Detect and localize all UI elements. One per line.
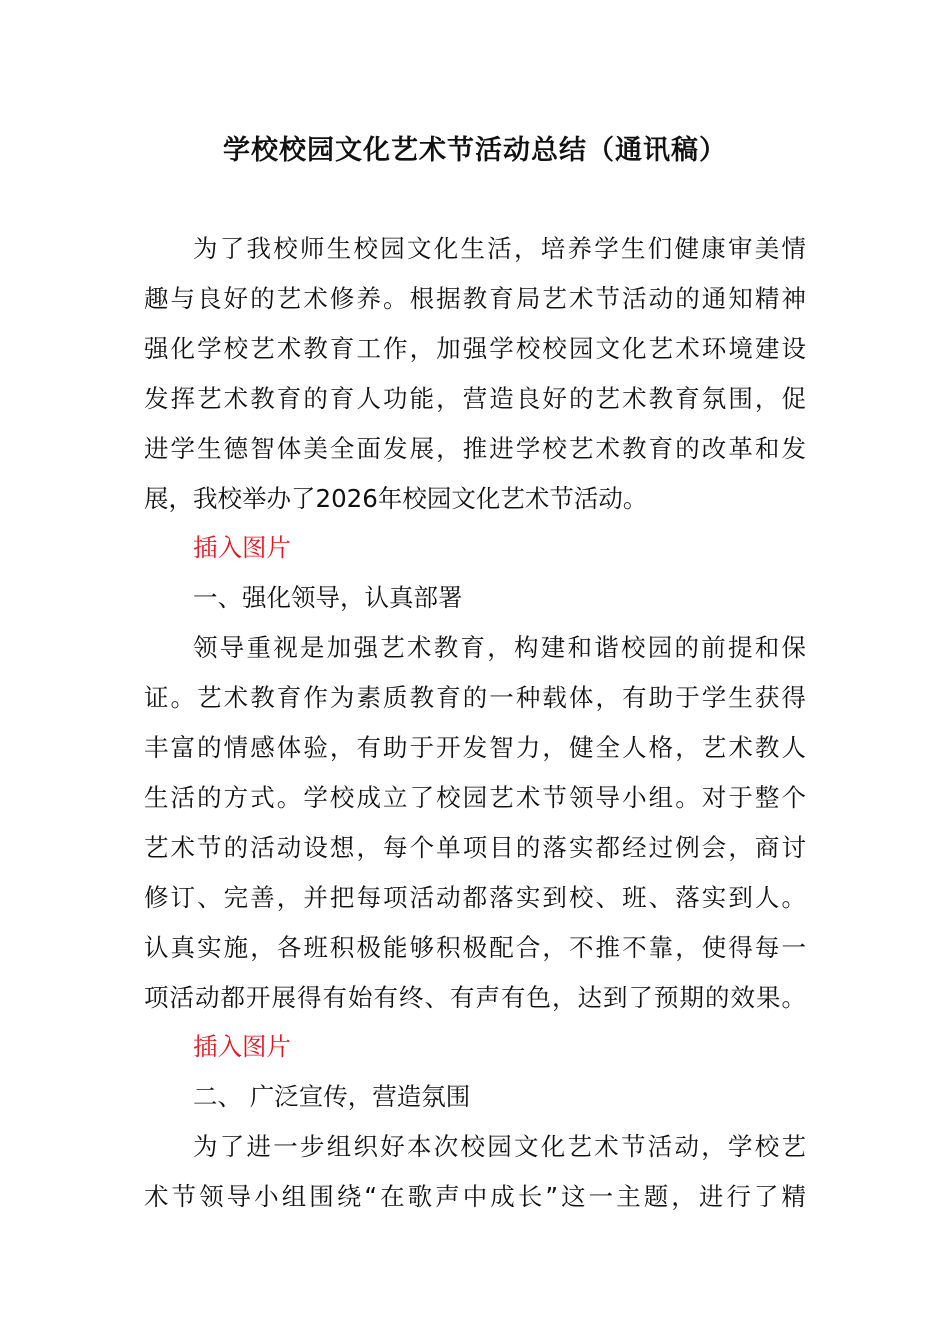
section-heading: 二、 广泛宣传，营造氛围: [193, 1082, 471, 1111]
paragraph-line: 项活动都开展得有始有终、有声有色，达到了预期的效果。: [144, 983, 806, 1012]
paragraph-line: 进学生德智体美全面发展，推进学校艺术教育的改革和发: [144, 434, 806, 463]
paragraph-line: 丰富的情感体验，有助于开发智力，健全人格，艺术教人: [144, 733, 806, 762]
paragraph-line: 艺术节的活动设想，每个单项目的落实都经过例会，商讨: [144, 833, 806, 862]
paragraph-line: 修订、完善，并把每项活动都落实到校、班、落实到人。: [144, 883, 806, 912]
section-heading: 一、强化领导，认真部署: [193, 583, 463, 612]
paragraph-line: 为了我校师生校园文化生活，培养学生们健康审美情: [193, 234, 806, 263]
paragraph-line: 术节领导小组围绕“在歌声中成长”这一主题，进行了精: [144, 1182, 806, 1211]
paragraph-line: 证。艺术教育作为素质教育的一种载体，有助于学生获得: [144, 683, 806, 712]
paragraph-line: 强化学校艺术教育工作，加强学校校园文化艺术环境建设: [144, 334, 806, 363]
paragraph-line: 领导重视是加强艺术教育，构建和谐校园的前提和保: [193, 633, 806, 662]
insert-image-placeholder: 插入图片: [193, 533, 291, 562]
paragraph-line: 发挥艺术教育的育人功能，营造良好的艺术教育氛围，促: [144, 384, 806, 413]
document-title: 学校校园文化艺术节活动总结（通讯稿）: [223, 135, 727, 166]
paragraph-line: 趣与良好的艺术修养。根据教育局艺术节活动的通知精神: [144, 284, 806, 313]
paragraph-line: 生活的方式。学校成立了校园艺术节领导小组。对于整个: [144, 783, 806, 812]
insert-image-placeholder: 插入图片: [193, 1032, 291, 1061]
paragraph-line: 为了进一步组织好本次校园文化艺术节活动，学校艺: [193, 1132, 806, 1161]
paragraph-line: 展，我校举办了2026年校园文化艺术节活动。: [144, 484, 648, 513]
paragraph-line: 认真实施，各班积极能够积极配合，不推不靠，使得每一: [144, 933, 806, 962]
